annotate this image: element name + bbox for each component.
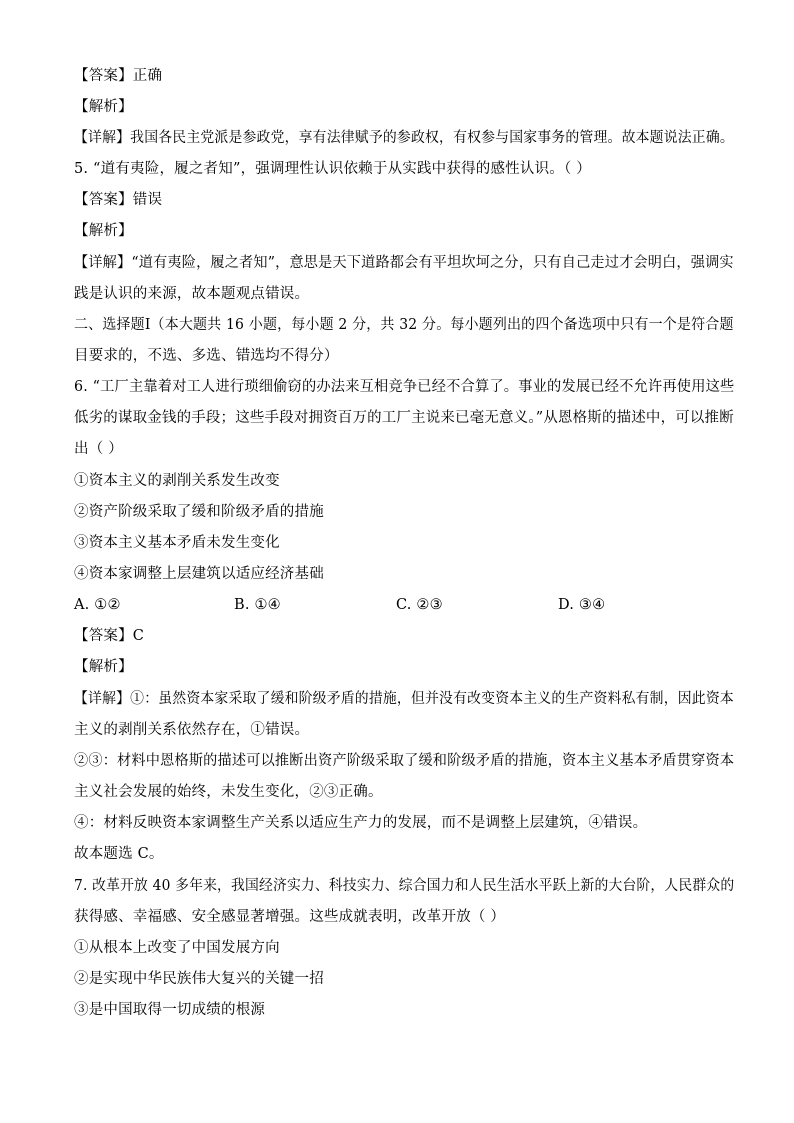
answer-label: 【答案】错误 [74,192,163,208]
option-c: C. ②③ [396,597,443,613]
option-d: D. ③④ [558,597,606,613]
option-a: A. ①② [74,597,121,613]
section-heading: 二、选择题Ⅰ（本大题共 16 小题，每小题 2 分，共 32 分。每小题列出的四个备选项中只有一个是符合题 [74,317,734,333]
explanation-text-cont: 主义的剥削关系依然存在，①错误。 [74,722,310,738]
question-6: 6. “工厂主靠着对工人进行琐细偷窃的办法来互相竞争已经不合算了。事业的发展已经不允许再使用这些 [74,379,735,395]
statement-item: ①资本主义的剥削关系发生改变 [74,473,280,489]
statement-item: ②资产阶级采取了缓和阶级矛盾的措施 [74,504,324,520]
explanation-text: 【详解】我国各民主党派是参政党，享有法律赋予的参政权，有权参与国家事务的管理。故本题说法正确。 [74,130,734,146]
analysis-label: 【解析】 [74,223,133,239]
statement-item: ④资本家调整上层建筑以适应经济基础 [74,566,324,582]
explanation-text-cont: 践是认识的来源，故本题观点错误。 [74,286,310,302]
explanation-text: ②③：材料中恩格斯的描述可以推断出资产阶级采取了缓和阶级矛盾的措施，资本主义基本矛盾贯穿资本 [74,753,735,769]
statement-item: ②是实现中华民族伟大复兴的关键一招 [74,971,324,987]
explanation-text-cont: 主义社会发展的始终，未发生变化，②③正确。 [74,784,383,800]
question-6-cont: 低劣的谋取金钱的手段；这些手段对拥资百万的工厂主说来已毫无意义。”从恩格斯的描述中，可以推断 [74,410,734,426]
analysis-label: 【解析】 [74,659,133,675]
conclusion-text: 故本题选 C。 [74,846,164,862]
section-heading-cont: 目要求的，不选、多选、错选均不得分） [74,348,339,364]
explanation-text: ④：材料反映资本家调整生产关系以适应生产力的发展，而不是调整上层建筑，④错误。 [74,815,648,831]
answer-label: 【答案】正确 [74,68,163,84]
analysis-label: 【解析】 [74,99,133,115]
explanation-text: 【详解】①：虽然资本家采取了缓和阶级矛盾的措施，但并没有改变资本主义的生产资料私有制，因此资本 [74,691,734,707]
explanation-text: 【详解】“道有夷险，履之者知”，意思是天下道路都会有平坦坎坷之分，只有自己走过才会明白，强调实 [74,255,734,271]
question-7-cont: 获得感、幸福感、安全感显著增强。这些成就表明，改革开放（ ） [74,909,506,925]
answer-label: 【答案】C [74,628,145,644]
question-7: 7. 改革开放 40 多年来，我国经济实力、科技实力、综合国力和人民生活水平跃上新的大台阶，人民群众的 [74,878,735,894]
question-6-cont: 出（ ） [74,441,123,457]
option-b: B. ①④ [234,597,281,613]
statement-item: ①从根本上改变了中国发展方向 [74,940,280,956]
statement-item: ③是中国取得一切成绩的根源 [74,1002,266,1018]
statement-item: ③资本主义基本矛盾未发生变化 [74,535,280,551]
question-5: 5. “道有夷险，履之者知”，强调理性认识依赖于从实践中获得的感性认识。（ ） [74,161,591,177]
